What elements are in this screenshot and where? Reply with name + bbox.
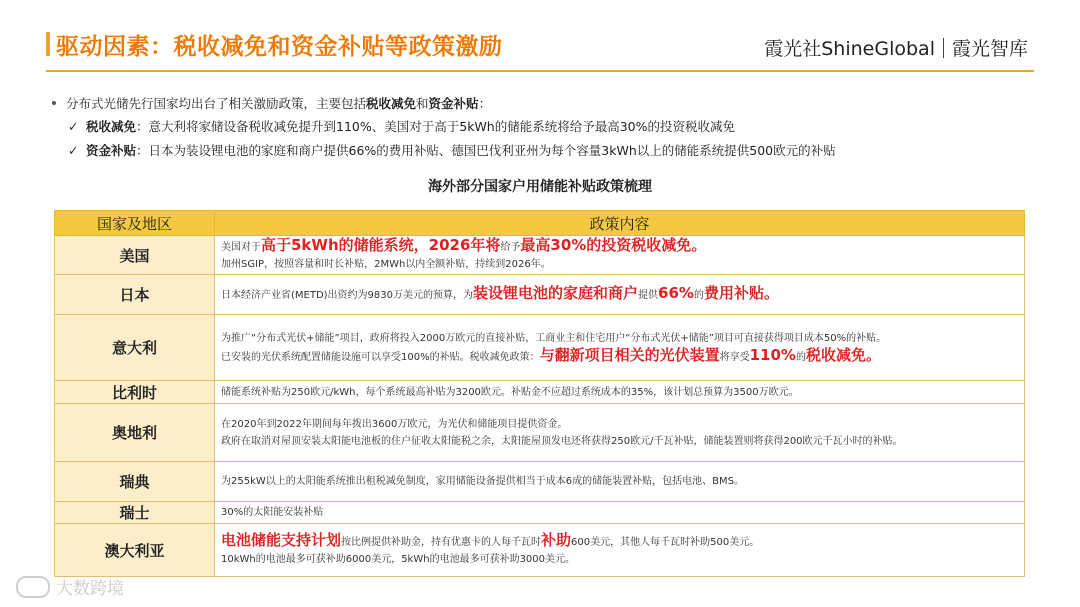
policy-cell bbox=[215, 236, 1025, 275]
policy-highlight: 高于5kWh的储能系统 bbox=[261, 236, 414, 254]
policy-text: 。 bbox=[865, 345, 881, 364]
policy-text: 30%的太阳能安装补贴 bbox=[221, 507, 324, 518]
policy-text: 600美元，其他人每千瓦时补助500美元。 bbox=[571, 537, 760, 548]
brand-divider bbox=[943, 38, 944, 58]
bullet-intro bbox=[52, 93, 836, 115]
bullet-dot-icon bbox=[52, 101, 56, 105]
policy-text: 储能系统补贴为250欧元/kWh，每个系统最高补贴为3200欧元。补贴金不应超过系统成本的35%，该计划总预算为3500万欧元。 bbox=[221, 386, 799, 398]
table-row bbox=[55, 275, 1025, 315]
table-row bbox=[55, 462, 1025, 502]
policy-text: 加州SGIP，按照容量和时长补贴，2MWh以内全额补贴，持续到2026年。 bbox=[221, 259, 551, 270]
country-cell: 瑞典 bbox=[55, 462, 215, 502]
fund-text: ：日本为装设锂电池的家庭和商户提供66%的费用补贴、德国巴伐利亚州为每个容量3kWh以上的储能系统提供500欧元的补贴 bbox=[136, 143, 836, 158]
policy-cell bbox=[215, 381, 1025, 404]
table-title: 海外部分国家户用储能补贴政策梳理 bbox=[428, 179, 652, 195]
table-row bbox=[55, 404, 1025, 462]
header-divider bbox=[46, 70, 1034, 72]
watermark-text: 大数跨境 bbox=[56, 579, 124, 599]
policy-text: 。 bbox=[691, 236, 707, 254]
title-accent-bar bbox=[46, 32, 50, 56]
policy-cell bbox=[215, 275, 1025, 315]
policy-text: 美国对于 bbox=[221, 242, 261, 253]
policy-highlight: 税收减免 bbox=[805, 345, 866, 364]
policy-highlight: 电池储能支持计划 bbox=[221, 531, 342, 549]
policy-highlight: 费用补贴 bbox=[703, 284, 764, 302]
table-header-row bbox=[55, 211, 1025, 236]
header-country: 国家及地区 bbox=[55, 211, 215, 236]
watermark-logo-icon bbox=[16, 576, 50, 598]
policy-cell bbox=[215, 315, 1025, 381]
header-policy: 政策内容 bbox=[215, 211, 1025, 236]
country-cell: 澳大利亚 bbox=[55, 524, 215, 577]
policy-text: 日本经济产业省(METD)出资约为9830万美元的预算，为 bbox=[221, 290, 474, 301]
brand-sub: 霞光智库 bbox=[951, 38, 1028, 60]
policy-text: 的 bbox=[795, 351, 806, 363]
country-cell: 奥地利 bbox=[55, 404, 215, 462]
country-cell: 意大利 bbox=[55, 315, 215, 381]
slide-header bbox=[0, 0, 1080, 78]
policy-table bbox=[54, 210, 1025, 577]
tax-label: 税收减免 bbox=[86, 119, 137, 134]
policy-text: 。 bbox=[763, 284, 779, 302]
table-row bbox=[55, 315, 1025, 381]
policy-text: 将享受 bbox=[719, 351, 750, 363]
policy-cell bbox=[215, 462, 1025, 502]
brand-main: 霞光社ShineGlobal bbox=[764, 38, 935, 60]
policy-text: 为255kW以上的太阳能系统推出租税减免制度，家用储能设备提供相当于成本6成的储能装置补贴，包括电池、BMS。 bbox=[221, 476, 744, 487]
bullet-list bbox=[52, 93, 836, 163]
intro-and: 和 bbox=[416, 96, 429, 111]
country-cell: 比利时 bbox=[55, 381, 215, 404]
intro-bold-fund: 资金补贴 bbox=[428, 96, 479, 111]
policy-text: 10kWh的电池最多可获补助6000美元，5kWh的电池最多可获补助3000美元。 bbox=[221, 554, 576, 565]
policy-highlight: 补助 bbox=[541, 531, 572, 549]
policy-text: 为推广“分布式光伏+储能”项目，政府将投入2000万欧元的直接补贴，工商业主和住宅用户“分布式光伏+储能”项目可直接获得项目成本50%的补贴。 bbox=[221, 332, 887, 344]
table-row bbox=[55, 524, 1025, 577]
policy-highlight: 66% bbox=[658, 284, 694, 302]
intro-bold-tax: 税收减免 bbox=[366, 96, 417, 111]
fund-label: 资金补贴 bbox=[86, 143, 137, 158]
policy-highlight: 2026年将 bbox=[428, 236, 501, 254]
intro-text: 分布式光储先行国家均出台了相关激励政策，主要包括 bbox=[66, 96, 367, 111]
intro-end: ： bbox=[478, 96, 492, 111]
watermark bbox=[16, 574, 124, 599]
policy-highlight: 110% bbox=[749, 345, 796, 364]
policy-text: ， bbox=[413, 236, 429, 254]
policy-text: 给予 bbox=[500, 242, 521, 253]
policy-highlight: 装设锂电池的家庭和商户 bbox=[473, 284, 639, 302]
checkmark-icon: ✓ bbox=[68, 119, 79, 134]
policy-text: 在2020年到2022年期间每年拨出3600万欧元，为光伏和储能项目提供资金。 bbox=[221, 418, 568, 430]
policy-text: 提供 bbox=[638, 290, 659, 301]
country-cell: 美国 bbox=[55, 236, 215, 275]
country-cell: 日本 bbox=[55, 275, 215, 315]
policy-text: 已安装的光伏系统配置储能设施可以享受100%的补贴。税收减免政策： bbox=[221, 351, 540, 363]
policy-text: 的 bbox=[693, 290, 704, 301]
policy-text: 按比例提供补助金，持有优惠卡的人每千瓦时 bbox=[341, 537, 542, 548]
brand-logo bbox=[764, 34, 1028, 61]
checkmark-icon: ✓ bbox=[68, 143, 79, 158]
policy-cell bbox=[215, 502, 1025, 524]
policy-highlight: 与翻新项目相关的光伏装置 bbox=[539, 345, 720, 364]
policy-text: 政府在取消对屋顶安装太阳能电池板的住户征收太阳能税之余，太阳能屋顶发电还将获得250欧元/千瓦补贴，储能装置则将获得200欧元千瓦小时的补贴。 bbox=[221, 435, 903, 447]
policy-cell bbox=[215, 524, 1025, 577]
page-title: 驱动因素：税收减免和资金补贴等政策激励 bbox=[56, 34, 503, 60]
bullet-tax bbox=[52, 115, 836, 139]
table-row bbox=[55, 502, 1025, 524]
table-row bbox=[55, 381, 1025, 404]
tax-text: ：意大利将家储设备税收减免提升到110%、美国对于高于5kWh的储能系统将给予最高30%的投资税收减免 bbox=[136, 119, 736, 134]
bullet-fund bbox=[52, 139, 836, 163]
table-row bbox=[55, 236, 1025, 275]
policy-highlight: 最高30%的投资税收减免 bbox=[520, 236, 692, 254]
policy-cell bbox=[215, 404, 1025, 462]
country-cell: 瑞士 bbox=[55, 502, 215, 524]
